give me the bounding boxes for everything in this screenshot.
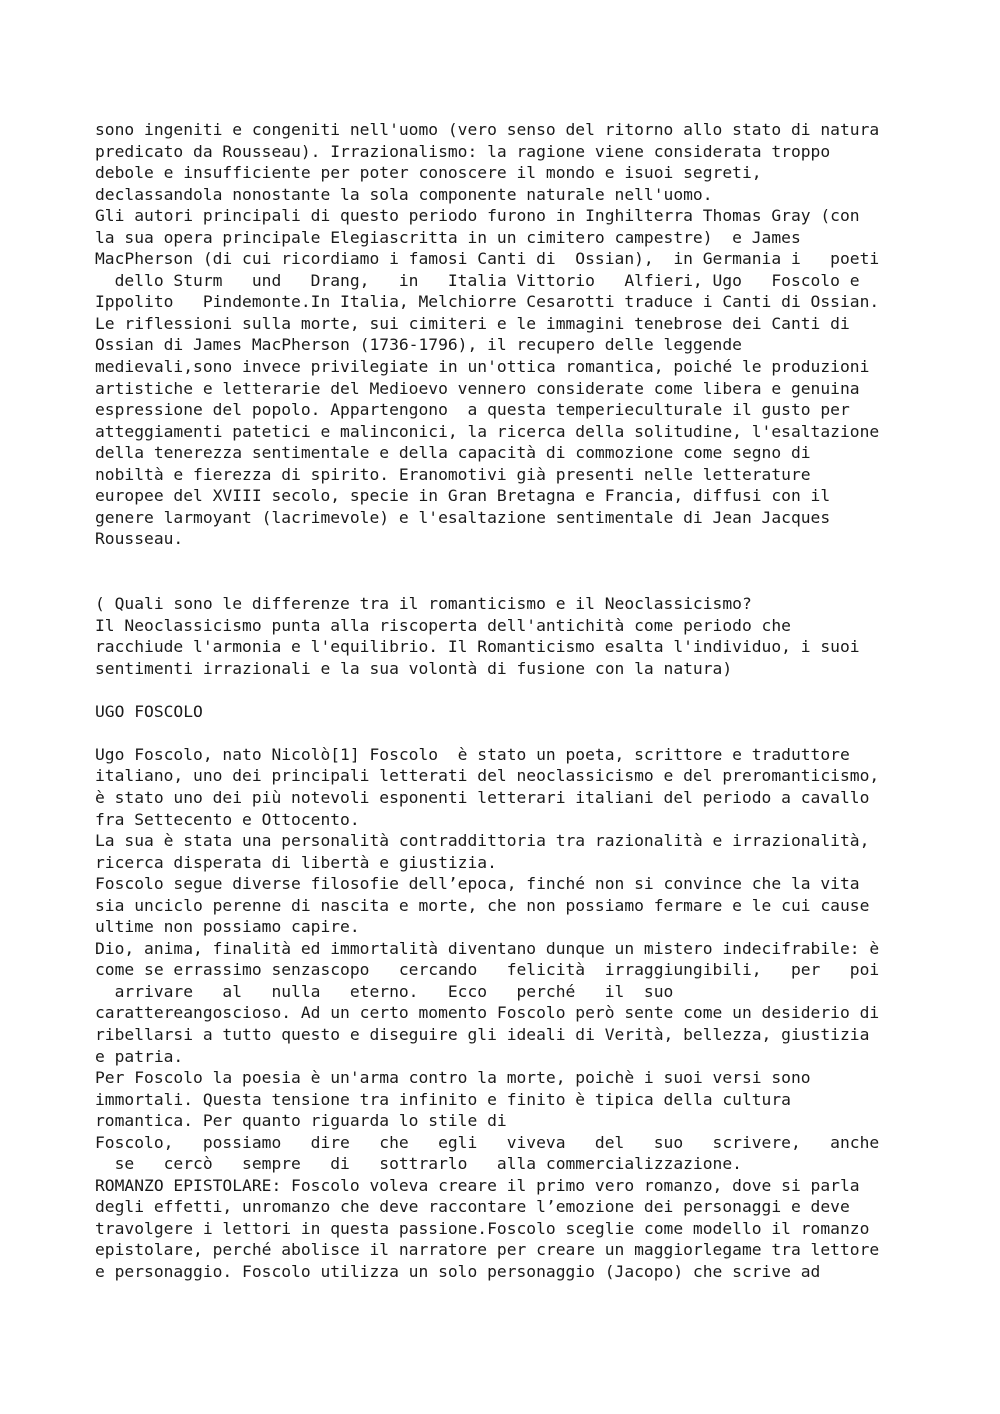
text-line: sono ingeniti e congeniti nell'uomo (vero senso del ritorno allo stato di natura — [95, 120, 880, 139]
text-line: epistolare, perché abolisce il narratore per creare un maggiorlegame tra lettore — [95, 1240, 880, 1260]
document-page — [95, 119, 955, 1283]
text-line: genere larmoyant (lacrimevole) e l'esaltazione sentimentale di Jean Jacques — [95, 507, 831, 527]
text-line: predicato da Rousseau). Irrazionalismo: la ragione viene considerata troppo — [95, 141, 831, 161]
text-line: immortali. Questa tensione tra infinito e finito è tipica della cultura — [95, 1089, 791, 1109]
text-line: fra Settecento e Ottocento. — [95, 809, 360, 829]
text-line: della tenerezza sentimentale e della capacità di commozione come segno di — [95, 443, 811, 463]
text-line: dello Sturm und Drang, in Italia Vittorio Alfieri, Ugo Foscolo e — [95, 270, 860, 290]
text-line: ribellarsi a tutto questo e diseguire gli ideali di Verità, bellezza, giustizia — [95, 1024, 870, 1044]
text-line: carattereangoscioso. Ad un certo momento Foscolo però sente come un desiderio di — [95, 1003, 880, 1023]
text-line: degli effetti, unromanzo che deve raccontare l’emozione dei personaggi e deve — [95, 1197, 850, 1217]
text-line: Ossian di James MacPherson (1736-1796), il recupero delle leggende — [95, 335, 742, 355]
text-line: nobiltà e fierezza di spirito. Eranomotivi già presenti nelle letterature — [95, 464, 811, 484]
text-line: declassandola nonostante la sola componente naturale nell'uomo. — [95, 184, 713, 204]
text-line: racchiude l'armonia e l'equilibrio. Il Romanticismo esalta l'individuo, i suoi — [95, 637, 860, 657]
text-line: Per Foscolo la poesia è un'arma contro la morte, poichè i suoi versi sono — [95, 1068, 811, 1088]
text-line: italiano, uno dei principali letterati del neoclassicismo e del preromanticismo, — [95, 766, 880, 786]
text-line: Gli autori principali di questo periodo furono in Inghilterra Thomas Gray (con — [95, 206, 860, 226]
text-line: sentimenti irrazionali e la sua volontà di fusione con la natura) — [95, 658, 733, 678]
text-line: Foscolo segue diverse filosofie dell’epoca, finché non si convince che la vita — [95, 874, 860, 894]
text-line: Il Neoclassicismo punta alla riscoperta dell'antichità come periodo che — [95, 615, 791, 635]
text-line: MacPherson (di cui ricordiamo i famosi Canti di Ossian), in Germania i poeti — [95, 249, 880, 269]
text-line — [95, 571, 955, 593]
text-line: sia unciclo perenne di nascita e morte, che non possiamo fermare e le cui cause — [95, 895, 870, 915]
text-line: atteggiamenti patetici e malinconici, la ricerca della solitudine, l'esaltazione — [95, 421, 880, 441]
text-line — [95, 722, 955, 744]
text-line — [95, 679, 955, 701]
text-line: ricerca disperata di libertà e giustizia. — [95, 852, 497, 872]
text-line: travolgere i lettori in questa passione.Foscolo sceglie come modello il romanzo — [95, 1218, 870, 1238]
text-line: è stato uno dei più notevoli esponenti letterari italiani del periodo a cavallo — [95, 787, 870, 807]
text-line: medievali,sono invece privilegiate in un'ottica romantica, poiché le produzioni — [95, 357, 870, 377]
text-line: Rousseau. — [95, 529, 184, 549]
text-line: ROMANZO EPISTOLARE: Foscolo voleva creare il primo vero romanzo, dove si parla — [95, 1175, 860, 1195]
text-line: e personaggio. Foscolo utilizza un solo personaggio (Jacopo) che scrive ad — [95, 1261, 821, 1281]
text-line: espressione del popolo. Appartengono a questa temperieculturale il gusto per — [95, 400, 850, 420]
text-line: Ippolito Pindemonte.In Italia, Melchiorre Cesarotti traduce i Canti di Ossian. — [95, 292, 880, 312]
text-line: come se errassimo senzascopo cercando felicità irraggiungibili, per poi — [95, 960, 880, 980]
text-line: arrivare al nulla eterno. Ecco perché il suo — [95, 981, 674, 1001]
text-line: la sua opera principale Elegiascritta in un cimitero campestre) e James — [95, 227, 801, 247]
text-line: Foscolo, possiamo dire che egli viveva del suo scrivere, anche — [95, 1132, 880, 1152]
text-line: UGO FOSCOLO — [95, 701, 203, 721]
text-line: Le riflessioni sulla morte, sui cimiteri e le immagini tenebrose dei Canti di — [95, 313, 850, 333]
text-line: La sua è stata una personalità contraddittoria tra razionalità e irrazionalità, — [95, 831, 870, 851]
text-line — [95, 550, 955, 572]
text-line: artistiche e letterarie del Medioevo vennero considerate come libera e genuina — [95, 378, 860, 398]
text-line: Dio, anima, finalità ed immortalità diventano dunque un mistero indecifrabile: è — [95, 938, 880, 958]
text-line: debole e insufficiente per poter conoscere il mondo e isuoi segreti, — [95, 163, 762, 183]
text-line: Ugo Foscolo, nato Nicolò[1] Foscolo è stato un poeta, scrittore e traduttore — [95, 744, 850, 764]
text-line: europee del XVIII secolo, specie in Gran Bretagna e Francia, diffusi con il — [95, 486, 831, 506]
text-line: se cercò sempre di sottrarlo alla commercializzazione. — [95, 1154, 742, 1174]
text-line: ultime non possiamo capire. — [95, 917, 360, 937]
text-line: ( Quali sono le differenze tra il romanticismo e il Neoclassicismo? — [95, 594, 752, 614]
text-line: romantica. Per quanto riguarda lo stile di — [95, 1111, 507, 1131]
text-line: e patria. — [95, 1046, 184, 1066]
